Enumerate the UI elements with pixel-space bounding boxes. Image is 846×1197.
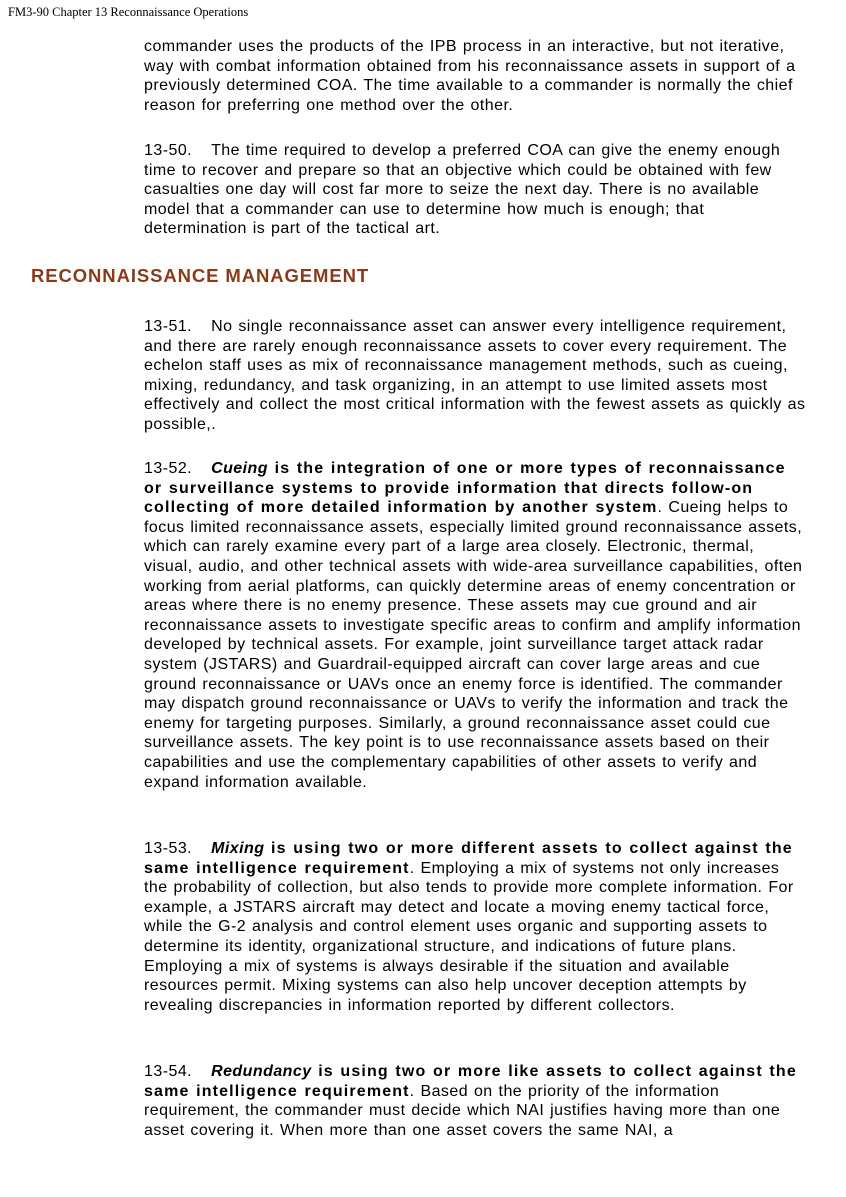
section-heading: RECONNAISSANCE MANAGEMENT [31, 265, 370, 286]
paragraph-text: No single reconnaissance asset can answer every intelligence requirement, and there are rarely enough reconnaissance assets to cover every requirement. The echelon staff uses as mix of reconnaissance management methods, such as cueing, mixing, redundancy, and task organizing, in an attempt to use limited assets most effectively and collect the most critical information with the fewest assets as quickly as possible,. [144, 318, 806, 433]
paragraph-text: . Employing a mix of systems not only increases the probability of collection, but also tends to provide more complete information. For example, a JSTARS aircraft may detect and locate a moving enemy tactical force, while the G-2 analysis and control element uses organic and supporting assets to determine its identity, organizational structure, and indications of future plans. Employing a mix of systems is always desirable if the situation and available resources permit. Mixing systems can also help uncover deception attempts by revealing discrepancies in information reported by different collectors. [144, 859, 794, 1014]
defined-term: Mixing [211, 840, 265, 857]
paragraph-13-51 [144, 317, 808, 435]
paragraph-number: 13-50. [144, 142, 193, 159]
running-header: FM3-90 Chapter 13 Reconnaissance Operations [8, 5, 249, 19]
paragraph-number: 13-54. [144, 1063, 193, 1080]
term-definition: is using two or more like assets to collect against the same intelligence requirement [144, 1063, 797, 1100]
defined-term: Cueing [211, 460, 268, 477]
paragraph-13-53 [144, 839, 808, 1015]
paragraph-number: 13-51. [144, 318, 193, 335]
paragraph-continuation: commander uses the products of the IPB process in an interactive, but not iterative, way with combat information obtained from his reconnaissance assets in support of a previously determined COA. The time available to a commander is normally the chief reason for preferring one method over the other. [144, 38, 796, 114]
paragraph-text: . Based on the priority of the information requirement, the commander must decide which NAI justifies having more than one asset covering it. When more than one asset covers the same NAI, a [144, 1082, 781, 1139]
term-definition: is the integration of one or more types of reconnaissance or surveillance systems to provide information that directs follow-on collecting of more detailed information by another system [144, 460, 786, 517]
paragraph-text: The time required to develop a preferred COA can give the enemy enough time to recover and prepare so that an objective which could be obtained with few casualties one day will cost far more to seize the next day. There is no available model that a commander can use to determine how much is enough; that determination is part of the tactical art. [144, 142, 781, 238]
paragraph-number: 13-53. [144, 840, 193, 857]
term-definition: is using two or more different assets to collect against the same intelligence requirement [144, 840, 793, 877]
defined-term: Redundancy [211, 1063, 312, 1080]
paragraph-number: 13-52. [144, 460, 193, 477]
paragraph-text: . Cueing helps to focus limited reconnaissance assets, especially limited ground reconnaissance assets, which can rarely examine every part of a large area closely. Electronic, thermal, visual, audio, and other technical assets with wide-area surveillance capabilities, often working from aerial platforms, can quickly determine areas of enemy concentration or areas where there is no enemy presence. These assets may cue ground and air reconnaissance assets to investigate specific areas to confirm and amplify information developed by technical assets. For example, joint surveillance target attack radar system (JSTARS) and Guardrail-equipped aircraft can cover large areas and cue ground reconnaissance or UAVs once an enemy force is identified. The commander may dispatch ground reconnaissance or UAVs to verify the information and track the enemy for targeting purposes. Similarly, a ground reconnaissance asset could cue surveillance assets. The key point is to use reconnaissance assets based on their capabilities and use the complementary capabilities of other assets to verify and expand information available. [144, 499, 803, 791]
paragraph-13-52 [144, 459, 808, 792]
paragraph-13-54 [144, 1062, 808, 1140]
paragraph-13-50 [144, 141, 808, 239]
